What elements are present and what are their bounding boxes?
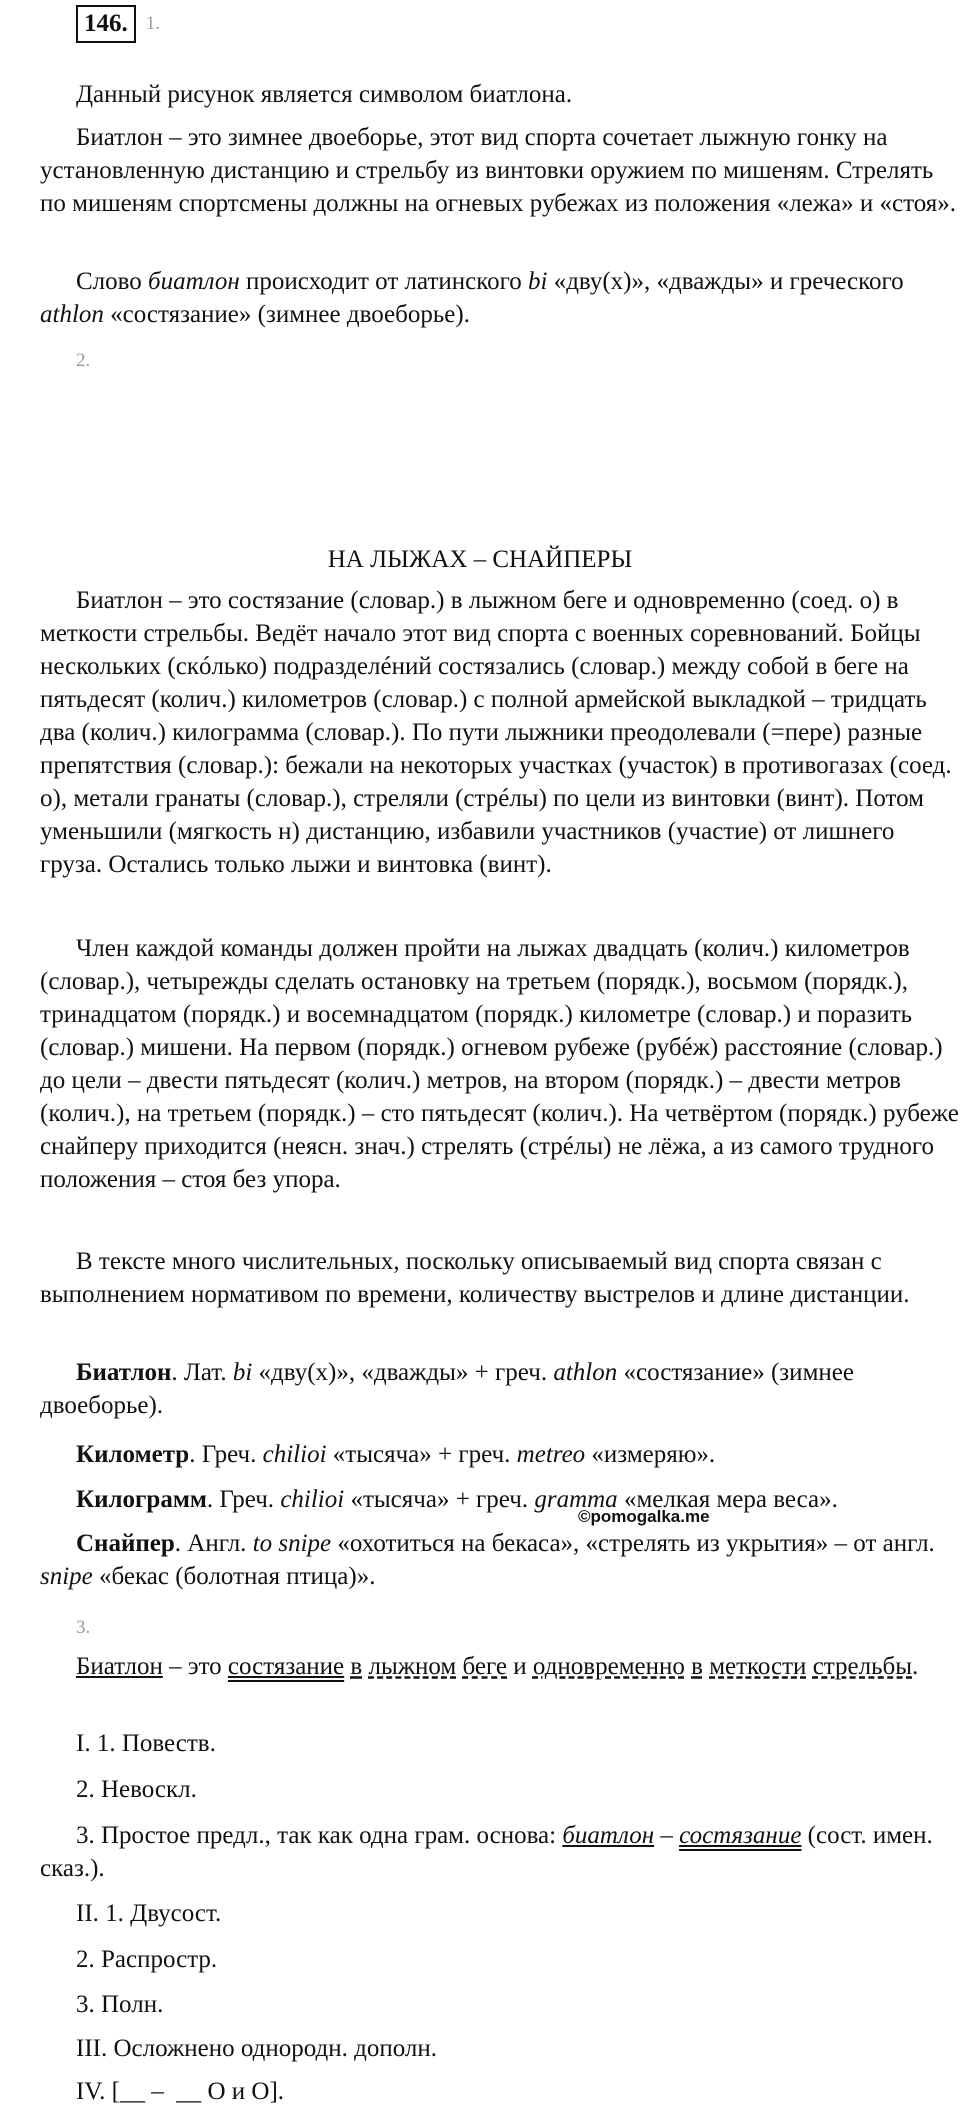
etymology-kilogramm: Килограмм. Греч. chilioi «тысяча» + греч. gramma «мелкая мера веса».: [76, 1486, 838, 1513]
sentence-subject: Биатлон: [76, 1653, 163, 1680]
part1-paragraph-3: Слово биатлон происходит от латинского bi «дву(х)», «дважды» и греческого athlon «состязание» (зимнее двоеборье).: [40, 268, 904, 328]
section-1-label: 1.: [145, 13, 160, 34]
sentence-scheme: IV. [__ – __ О и О].: [76, 2078, 285, 2105]
analysis-item-5: 2. Распростр.: [76, 1946, 218, 1973]
exercise-number: 146.: [76, 5, 136, 43]
analysis-item-3: 3. Простое предл., так как одна грам. основа: биатлон – состязание (сост. имен. сказ.).: [40, 1822, 933, 1882]
part1-paragraph-2: Биатлон – это зимнее двоеборье, этот вид спорта сочетает лыжную гонку на установленную дистанцию и стрельбу из винтовки оружием по мишеням. Стрелять по мишеням спортсмены должны на огневых рубежах из положения «лежа» и «стоя».: [40, 124, 956, 217]
etymology-biatlon: Биатлон. Лат. bi «дву(х)», «дважды» + греч. athlon «состязание» (зимнее двоеборье).: [40, 1359, 854, 1419]
story-paragraph-1: Биатлон – это состязание (словар.) в лыжном беге и одновременно (соед. о) в меткости стрельбы. Ведёт начало этот вид спорта с военных соревнований. Бойцы нескольких (скóлько) подразделéний состязались (словар.) между собой в беге на пятьдесят (колич.) километров (словар.) с полной армейской выкладкой – тридцать два (колич.) килограмма (словар.). По пути лыжники преодолевали (=пере) разные препятствия (словар.): бежали на некоторых участках (участок) в противогазах (соед. о), метали гранаты (словар.), стреляли (стрéлы) по цели из винтовки (винт). Потом уменьшили (мягкость н) дистанцию, избавили участников (участие) от лишнего груза. Остались только лыжи и винтовка (винт).: [40, 587, 952, 878]
exercise-header: [76, 4, 160, 44]
analysis-item-6: 3. Полн.: [76, 1991, 164, 2018]
part1-paragraph-1: Данный рисунок является символом биатлона.: [76, 81, 573, 108]
analysis-item-7: III. Осложнено однородн. дополн.: [76, 2035, 437, 2062]
section-2-label: 2.: [76, 350, 91, 371]
analysis-item-2: 2. Невоскл.: [76, 1776, 197, 1803]
section-3-label: 3.: [76, 1617, 91, 1638]
story-title: НА ЛЫЖАХ – СНАЙПЕРЫ: [327, 546, 633, 573]
analysis-item-1: I. 1. Повеств.: [76, 1730, 216, 1757]
sentence-predicate: состязание: [227, 1653, 345, 1680]
watermark: ©pomogalka.me: [578, 1507, 710, 1526]
story-paragraph-3: В тексте много числительных, поскольку описываемый вид спорта связан с выполнением нормативом по времени, количеству выстрелов и длине дистанции.: [40, 1248, 910, 1308]
story-paragraph-2: Член каждой команды должен пройти на лыжах двадцать (колич.) километров (словар.), четырежды сделать остановку на третьем (порядк.), восьмом (порядк.), тринадцатом (порядк.) и восемнадцатом (порядк.) километре (словар.) и поразить (словар.) мишени. На первом (порядк.) огневом рубеже (рубéж) расстояние (словар.) до цели – двести пятьдесят (колич.) метров, на втором (порядк.) – двести метров (колич.), на третьем (порядк.) – сто пятьдесят (колич.). На четвёртом (порядк.) рубеже снайперу приходится (неясн. знач.) стрелять (стрéлы) не лёжа, а из самого трудного положения – стоя без упора.: [40, 935, 959, 1193]
etymology-kilometr: Километр. Греч. chilioi «тысяча» + греч. metreo «измеряю».: [76, 1441, 716, 1468]
analyzed-sentence: Биатлон – это состязание в лыжном беге и одновременно в меткости стрельбы.: [76, 1653, 919, 1680]
analysis-item-4: II. 1. Двусост.: [76, 1900, 222, 1927]
etymology-snaiper: Снайпер. Англ. to snipe «охотиться на бекаса», «стрелять из укрытия» – от англ. snipe «бекас (болотная птица)».: [40, 1530, 935, 1590]
